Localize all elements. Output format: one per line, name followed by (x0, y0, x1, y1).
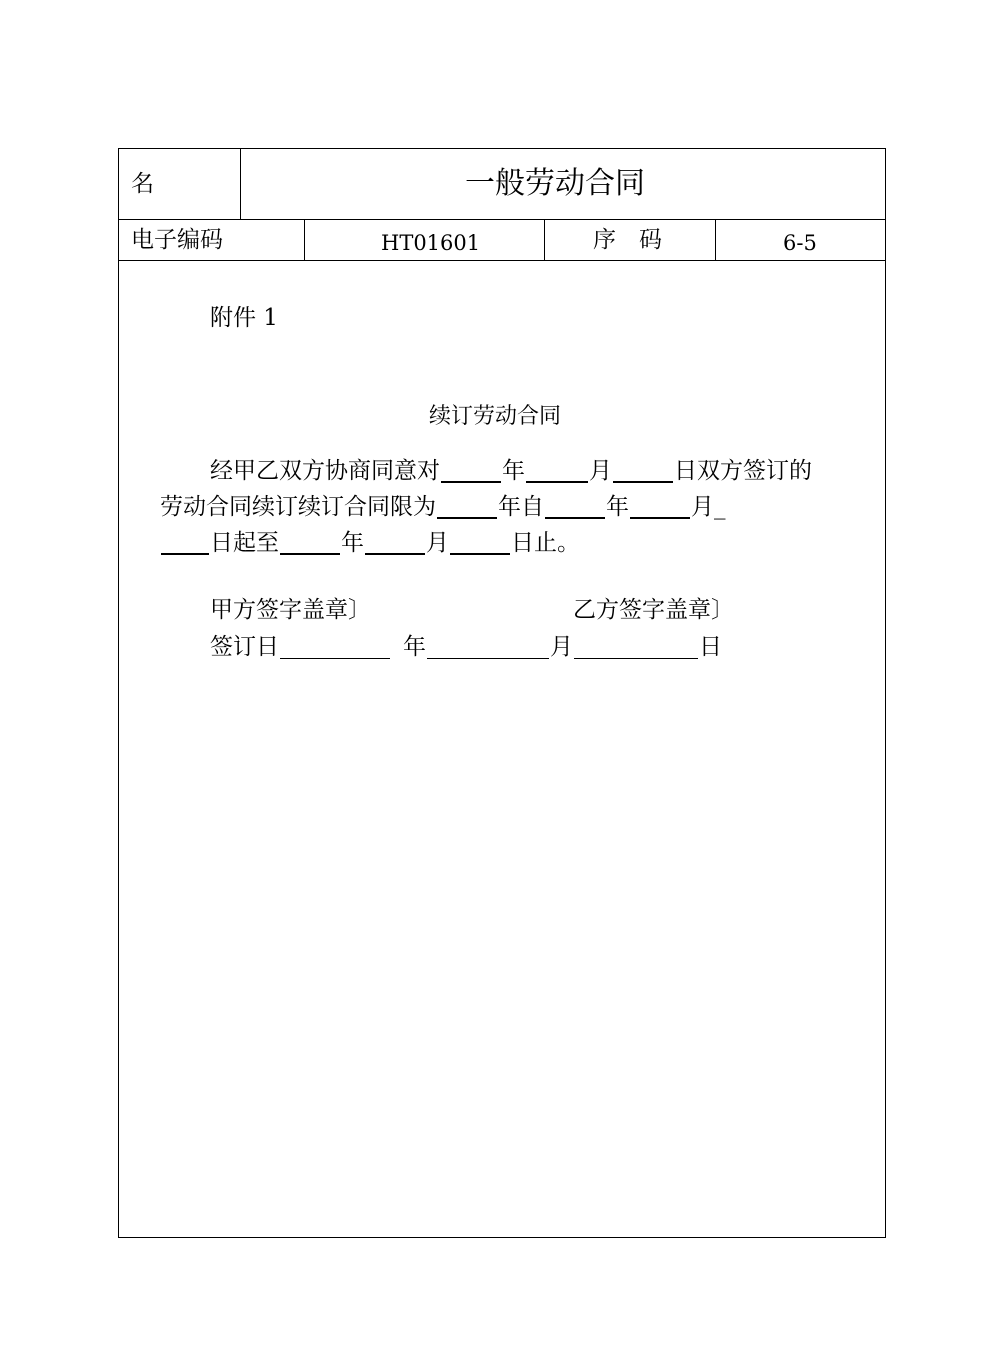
sequence-label: 序 码 (593, 227, 662, 253)
line3-text-1: 日起至 (210, 530, 279, 556)
blank-field[interactable] (280, 636, 390, 659)
sign-date-line (210, 631, 722, 659)
name-label: 名 (131, 171, 154, 197)
line2-text-4: 月_ (691, 494, 726, 520)
sequence-value: 6-5 (783, 231, 817, 255)
blank-field[interactable] (630, 495, 690, 519)
blank-field[interactable] (365, 531, 425, 555)
sign-date-month: 月 (550, 634, 573, 660)
line1-text-3: 月 (589, 458, 612, 484)
party-a-signature-label: 甲方签字盖章〕 (210, 597, 371, 623)
line1-text-1: 经甲乙双方协商同意对 (210, 458, 440, 484)
blank-field[interactable] (574, 636, 698, 659)
blank-field[interactable] (613, 459, 673, 483)
paragraph-line-2 (160, 491, 726, 519)
blank-field[interactable] (161, 531, 209, 555)
blank-field[interactable] (280, 531, 340, 555)
blank-field[interactable] (441, 459, 501, 483)
blank-field[interactable] (545, 495, 605, 519)
line1-text-2: 年 (502, 458, 525, 484)
sign-date-year: 年 (403, 634, 426, 660)
electronic-code-value: HT01601 (381, 231, 481, 255)
blank-field[interactable] (450, 531, 510, 555)
attachment-label: 附件 1 (210, 305, 278, 331)
line2-text-2: 年自 (498, 494, 544, 520)
line2-text-3: 年 (606, 494, 629, 520)
sign-date-day: 日 (699, 634, 722, 660)
line1-text-4: 日双方签订的 (674, 458, 812, 484)
row2-col-divider-2 (544, 219, 545, 260)
paragraph-line-1 (210, 455, 812, 483)
header-divider-2 (119, 260, 885, 261)
paragraph-line-3 (160, 527, 580, 555)
row2-col-divider-1 (304, 219, 305, 260)
line2-text-1: 劳动合同续订续订合同限为 (160, 494, 436, 520)
party-b-signature-label: 乙方签字盖章〕 (573, 597, 734, 623)
contract-title: 续订劳动合同 (429, 404, 562, 429)
row2-col-divider-3 (715, 219, 716, 260)
line3-text-3: 月 (426, 530, 449, 556)
line3-text-4: 日止。 (511, 530, 580, 556)
electronic-code-label: 电子编码 (131, 227, 223, 253)
contract-form-frame (118, 148, 886, 1238)
header-divider-1 (119, 219, 885, 220)
line3-text-2: 年 (341, 530, 364, 556)
blank-field[interactable] (437, 495, 497, 519)
document-title: 一般劳动合同 (465, 166, 645, 201)
sign-date-label: 签订日 (210, 634, 279, 660)
blank-field[interactable] (427, 636, 549, 659)
row1-col-divider (240, 149, 241, 220)
blank-field[interactable] (526, 459, 588, 483)
